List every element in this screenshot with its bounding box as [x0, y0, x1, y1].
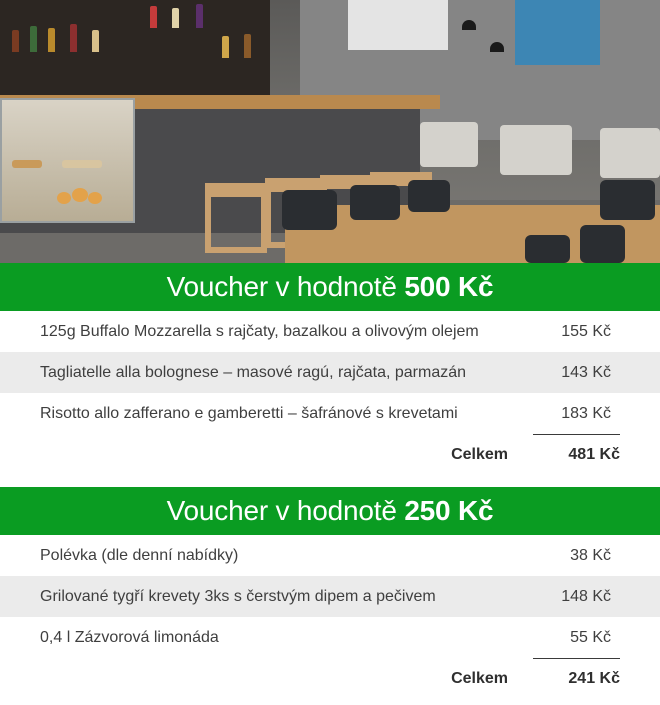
item-price: 143 Kč [561, 364, 611, 381]
voucher-title: Voucher v hodnotě [166, 495, 397, 526]
pendant-lamp [490, 42, 504, 52]
total-value: 241 Kč [568, 670, 620, 687]
item-name: Polévka (dle denní nabídky) [40, 547, 239, 564]
chair [600, 180, 655, 220]
total-row [0, 658, 660, 699]
item-name: Tagliatelle alla bolognese – masové ragú, rajčata, parmazán [40, 364, 467, 381]
item-price: 38 Kč [570, 547, 611, 564]
bar-stool [205, 183, 267, 253]
voucher-title: Voucher v hodnotě [166, 271, 397, 302]
menu-item-row [0, 311, 660, 352]
wall-painting [348, 0, 448, 50]
menu-item-row [0, 576, 660, 617]
menu-item-row [0, 617, 660, 658]
item-price: 155 Kč [561, 323, 611, 340]
chair [525, 235, 570, 263]
item-name: Risotto allo zafferano e gamberetti – šafránové s krevetami [40, 405, 458, 422]
voucher-250-banner [0, 487, 660, 535]
chair [420, 122, 478, 167]
menu-item-row [0, 352, 660, 393]
wall-poster [515, 0, 600, 65]
item-price: 148 Kč [561, 588, 611, 605]
voucher-amount: 250 Kč [404, 495, 494, 526]
item-name: 125g Buffalo Mozzarella s rajčaty, bazalkou a olivovým olejem [40, 323, 479, 340]
total-row [0, 434, 660, 475]
restaurant-photo [0, 0, 660, 263]
voucher-amount: 500 Kč [404, 271, 494, 302]
chair [408, 180, 450, 212]
menu-item-row [0, 393, 660, 434]
item-price: 183 Kč [561, 405, 611, 422]
chair [350, 185, 400, 220]
total-value: 481 Kč [568, 446, 620, 463]
item-name: 0,4 l Zázvorová limonáda [40, 629, 219, 646]
chair [282, 190, 337, 230]
chair [580, 225, 625, 263]
item-name: Grilované tygří krevety 3ks s čerstvým dipem a pečivem [40, 588, 436, 605]
total-label: Celkem [451, 670, 508, 687]
chair [500, 125, 572, 175]
pastry-display-case [0, 98, 135, 223]
bar-shelf [0, 0, 270, 100]
chair [600, 128, 660, 178]
total-label: Celkem [451, 446, 508, 463]
voucher-500-banner [0, 263, 660, 311]
item-price: 55 Kč [570, 629, 611, 646]
menu-item-row [0, 535, 660, 576]
pendant-lamp [462, 20, 476, 30]
